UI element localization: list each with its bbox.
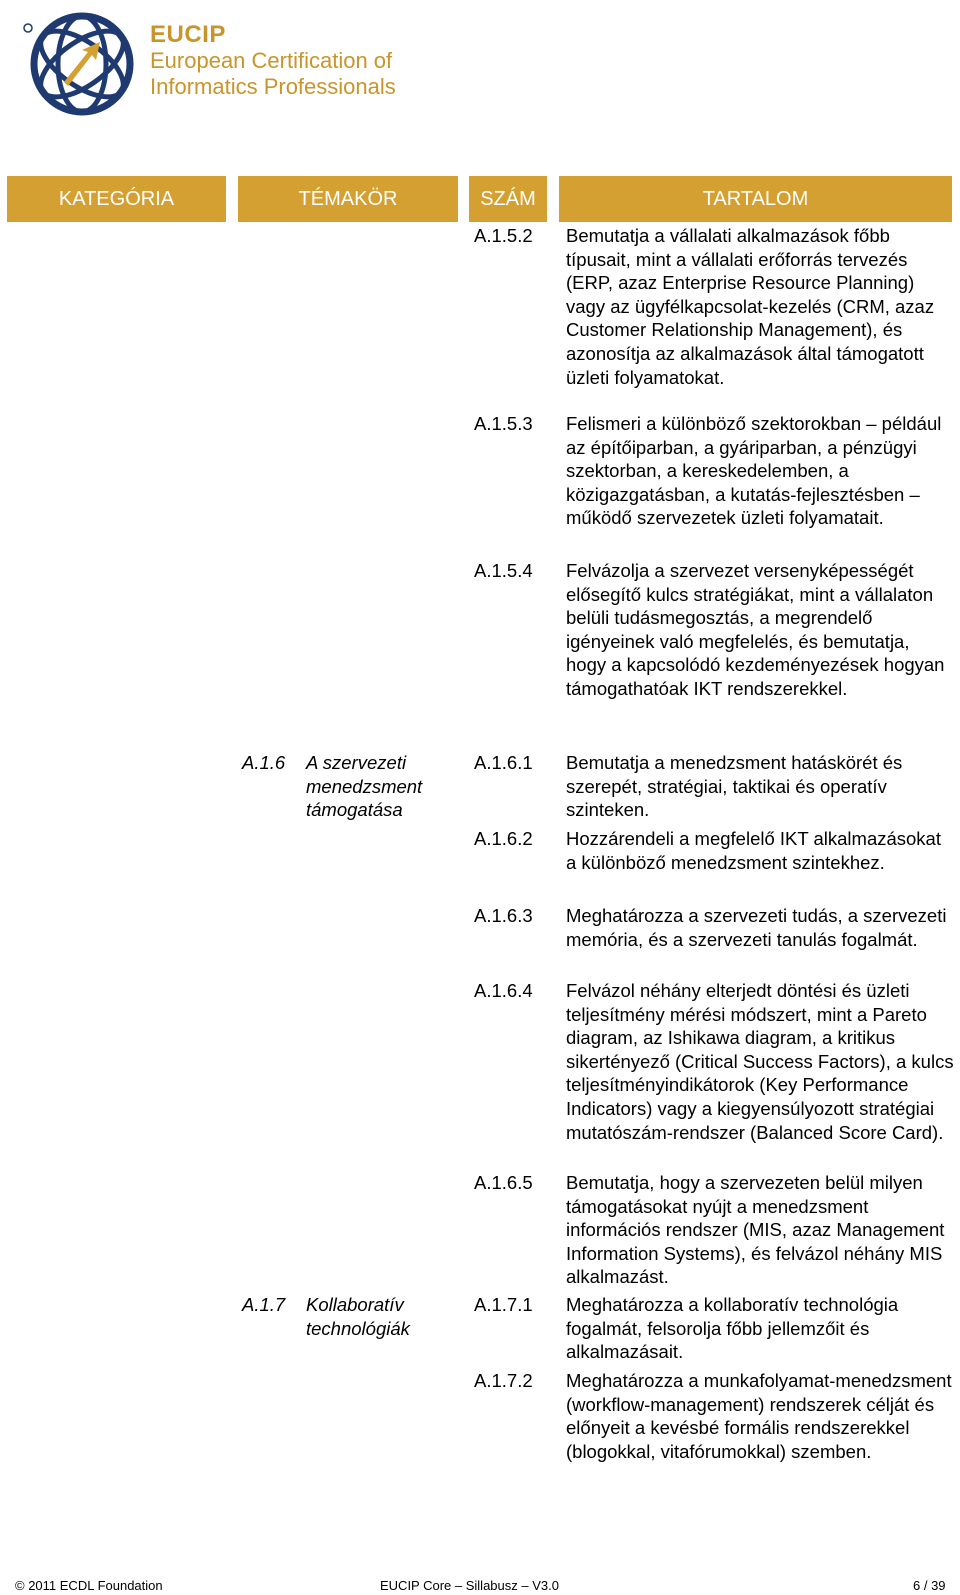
entry-code: A.1.6.2 xyxy=(474,828,533,849)
logo-line-2: Informatics Professionals xyxy=(150,74,396,99)
header-temakor: TÉMAKÖR xyxy=(238,176,458,222)
entry-code: A.1.5.4 xyxy=(474,560,533,581)
entry-code: A.1.7.2 xyxy=(474,1370,533,1391)
eucip-logo xyxy=(22,8,422,118)
eucip-globe-icon xyxy=(22,8,140,118)
entry-text: Bemutatja, hogy a szervezeten belül milyen támogatásokat nyújt a menedzsment információs rendszer (MIS, azaz Management Information Systems), és felvázol néhány MIS alkalmazást. xyxy=(566,1172,945,1288)
footer-page-number: 6 / 39 xyxy=(913,1578,946,1593)
topic-title: Kollaboratív technológiák xyxy=(306,1294,410,1339)
entry-text: Bemutatja a menedzsment hatáskörét és szerepét, stratégiai, taktikai és operatív szinteken. xyxy=(566,752,903,821)
footer-copyright: © 2011 ECDL Foundation xyxy=(15,1578,163,1593)
header-szam: SZÁM xyxy=(469,176,547,222)
topic-title: A szervezeti menedzsment támogatása xyxy=(306,752,423,821)
entry-code: A.1.6.4 xyxy=(474,980,533,1001)
footer-title: EUCIP Core – Sillabusz – V3.0 xyxy=(380,1578,559,1593)
logo-text xyxy=(150,22,396,100)
logo-brand: EUCIP xyxy=(150,21,226,48)
header-kategoria: KATEGÓRIA xyxy=(7,176,226,222)
entry-text: Felvázol néhány elterjedt döntési és üzleti teljesítmény mérési módszert, mint a Pareto diagram, az Ishikawa diagram, a kritikus sikertényező (Critical Success Factors), a kulcs teljesítményindikátorok (Key Performance Indicators) vagy a kiegyensúlyozott stratégiai mutatószám-rendszer (Balanced Score Card). xyxy=(566,980,954,1143)
topic-code: A.1.7 xyxy=(242,1294,286,1315)
page-footer xyxy=(0,1578,960,1595)
entry-code: A.1.5.2 xyxy=(474,225,533,246)
entry-code: A.1.6.3 xyxy=(474,905,533,926)
entry-code: A.1.6.1 xyxy=(474,752,533,773)
entry-text: Felvázolja a szervezet versenyképességét elősegítő kulcs stratégiákat, mint a vállalaton belüli tudásmegosztás, a megrendelő igényeinek való megfelelés, és bemutatja, hogy a kapcsolódó kezdeményezések hogyan támogathatóak IKT rendszerekkel. xyxy=(566,560,945,699)
entry-text: Meghatározza a kollaboratív technológia fogalmát, felsorolja főbb jellemzőit és alkalmazásait. xyxy=(566,1294,899,1363)
header-tartalom: TARTALOM xyxy=(559,176,952,222)
entry-text: Meghatározza a munkafolyamat-menedzsment (workflow-management) rendszerek célját és előnyeit a kevésbé formális rendszerekkel (blogokkal, vitafórumokkal) szemben. xyxy=(566,1370,952,1462)
topic-code: A.1.6 xyxy=(242,752,286,773)
entry-text: Meghatározza a szervezeti tudás, a szervezeti memória, és a szervezeti tanulás fogalmát. xyxy=(566,905,947,950)
entry-text: Hozzárendeli a megfelelő IKT alkalmazásokat a különböző menedzsment szintekhez. xyxy=(566,828,941,873)
entry-code: A.1.6.5 xyxy=(474,1172,533,1193)
entry-code: A.1.7.1 xyxy=(474,1294,533,1315)
logo-line-1: European Certification of xyxy=(150,48,393,73)
entry-text: Bemutatja a vállalati alkalmazások főbb típusait, mint a vállalati erőforrás tervezés (ERP, azaz Enterprise Resource Planning) vagy az ügyfélkapcsolat-kezelés (CRM, azaz Customer Relationship Management), és azonosítja az alkalmazások által támogatott üzleti folyamatokat. xyxy=(566,225,935,388)
entry-code: A.1.5.3 xyxy=(474,413,533,434)
entry-text: Felismeri a különböző szektorokban – például az építőiparban, a gyáriparban, a pénzügyi szektorban, a kereskedelemben, a közigazgatásban, a kutatás-fejlesztésben – működő szervezetek üzleti folyamatait. xyxy=(566,413,942,529)
